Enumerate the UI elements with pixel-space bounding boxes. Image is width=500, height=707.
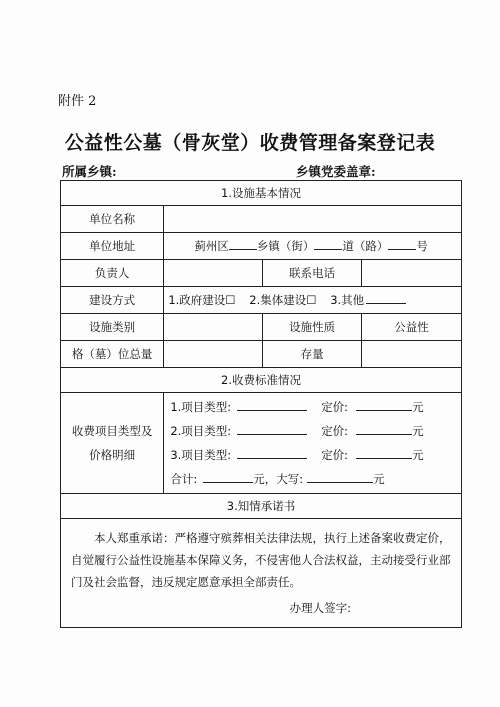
total-slots-field[interactable] <box>164 341 263 368</box>
address-district: 蓟州区 <box>194 239 229 253</box>
facility-type-label: 设施类别 <box>61 314 164 341</box>
town-blank[interactable] <box>314 238 342 250</box>
fee-total-uppercase-blank[interactable] <box>307 471 373 483</box>
person-in-charge-field[interactable] <box>164 260 263 287</box>
fee-item-price-blank[interactable] <box>356 399 412 411</box>
build-method-collective[interactable]: 2.集体建设☐ <box>249 293 317 307</box>
total-slots-label: 格（墓）位总量 <box>61 341 164 368</box>
fee-item-price-label: 定价: <box>321 448 349 462</box>
fee-items-label-line1: 收费项目类型及 <box>71 424 153 438</box>
address-road: 道（路） <box>342 239 389 253</box>
fee-item-type-label: 3.项目类型: <box>170 448 232 462</box>
fee-item-type-blank[interactable] <box>237 447 307 459</box>
fee-total-blank[interactable] <box>203 471 253 483</box>
fee-items-label <box>61 393 164 494</box>
fee-total-unit: 元，大写: <box>253 472 304 486</box>
unit-address-field[interactable] <box>164 233 462 260</box>
section-2-header: 2.收费标准情况 <box>61 368 462 393</box>
facility-nature-label: 设施性质 <box>263 314 362 341</box>
commitment-cell <box>61 519 462 628</box>
fee-item-price-label: 定价: <box>321 424 349 438</box>
fee-item-price-label: 定价: <box>321 400 349 414</box>
attachment-label: 附件 2 <box>58 94 97 109</box>
fee-item-type-label: 2.项目类型: <box>170 424 232 438</box>
build-method-other[interactable]: 3.其他 <box>330 293 365 307</box>
phone-label: 联系电话 <box>263 260 362 287</box>
fee-item-row <box>170 443 461 467</box>
fee-item-unit: 元 <box>412 448 424 462</box>
road-blank[interactable] <box>388 238 416 250</box>
fee-total-row <box>170 467 461 491</box>
section-3-header: 3.知情承诺书 <box>61 494 462 519</box>
fee-item-row <box>170 419 461 443</box>
build-method-label: 建设方式 <box>61 287 164 314</box>
stock-label: 存量 <box>263 341 362 368</box>
build-method-other-blank[interactable] <box>366 292 406 304</box>
address-number: 号 <box>416 239 428 253</box>
signature-label: 办理人签字: <box>289 601 351 615</box>
facility-type-field[interactable] <box>164 314 263 341</box>
district-blank[interactable] <box>229 238 257 250</box>
build-method-options <box>164 287 462 314</box>
fee-item-unit: 元 <box>412 424 424 438</box>
unit-name-label: 单位名称 <box>61 206 164 233</box>
unit-address-label: 单位地址 <box>61 233 164 260</box>
fee-item-type-blank[interactable] <box>237 423 307 435</box>
fee-item-type-blank[interactable] <box>237 399 307 411</box>
section-1-header: 1.设施基本情况 <box>61 181 462 206</box>
fee-items-label-line2: 价格明细 <box>89 448 136 462</box>
fee-items-details <box>164 393 462 494</box>
registration-form-table <box>60 180 462 628</box>
person-in-charge-label: 负责人 <box>61 260 164 287</box>
address-town: 乡镇（街） <box>256 239 315 253</box>
fee-item-price-blank[interactable] <box>356 423 412 435</box>
fee-item-price-blank[interactable] <box>356 447 412 459</box>
phone-field[interactable] <box>362 260 462 287</box>
signature-line <box>71 597 451 619</box>
facility-nature-value: 公益性 <box>362 314 462 341</box>
commitment-text: 本人郑重承诺：严格遵守殡葬相关法律法规，执行上述备案收费定价，自觉履行公益性设施基本保障义务，不侵害他人合法权益，主动接受行业部门及社会监督，违反规定愿意承担全部责任。 <box>71 531 451 589</box>
build-method-gov[interactable]: 1.政府建设☐ <box>168 293 236 307</box>
fee-total-unit2: 元 <box>373 472 385 486</box>
township-label: 所属乡镇: <box>62 164 117 179</box>
unit-name-field[interactable] <box>164 206 462 233</box>
fee-item-type-label: 1.项目类型: <box>170 400 232 414</box>
fee-item-unit: 元 <box>412 400 424 414</box>
fee-item-row <box>170 395 461 419</box>
seal-label: 乡镇党委盖章: <box>296 164 376 179</box>
stock-field[interactable] <box>362 341 462 368</box>
fee-total-label: 合计: <box>170 472 198 486</box>
document-title: 公益性公墓（骨灰堂）收费管理备案登记表 <box>64 132 436 154</box>
